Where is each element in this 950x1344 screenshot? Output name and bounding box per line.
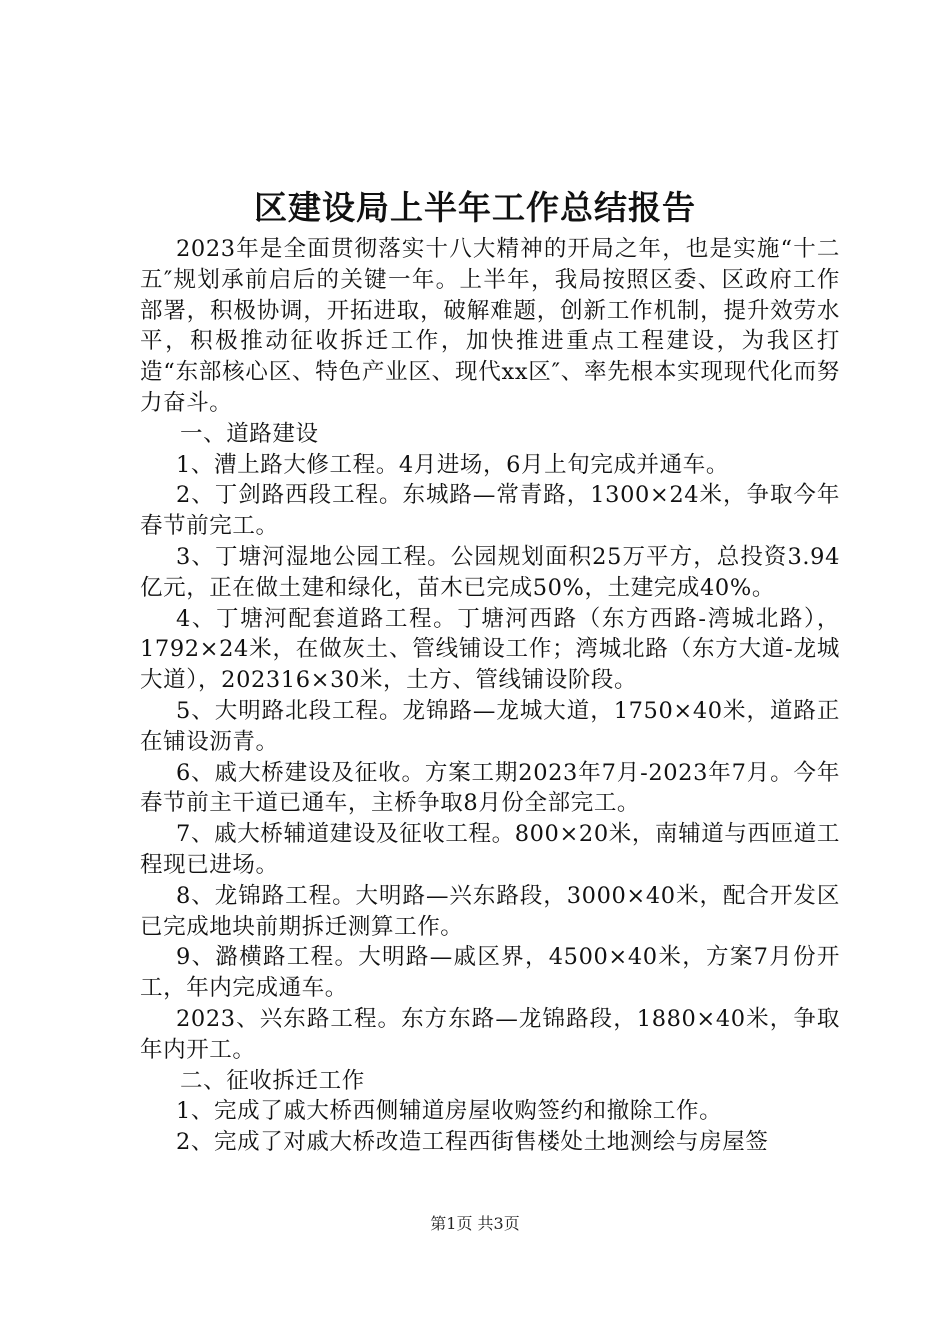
list-item: 6、戚大桥建设及征收。方案工期2023年7月-2023年7月。今年春节前主干道已通车，主桥争取8月份全部完工。 [140,759,840,817]
list-item: 5、大明路北段工程。龙锦路—龙城大道，1750×40米，道路正在铺设沥青。 [140,697,840,755]
document-body [140,234,840,1158]
section-heading-demolition: 二、征收拆迁工作 [180,1067,365,1094]
list-item: 1、漕上路大修工程。4月进场，6月上旬完成并通车。 [176,451,729,478]
list-item: 3、丁塘河湿地公园工程。公园规划面积25万平方，总投资3.94亿元，正在做土建和绿化，苗木已完成50%，土建完成40%。 [140,543,840,601]
section-heading-road-construction: 一、道路建设 [180,420,319,447]
list-item: 1、完成了戚大桥西侧辅道房屋收购签约和撤除工作。 [176,1098,723,1125]
page-number-footer: 第1页 共3页 [430,1214,520,1233]
list-item: 2、完成了对戚大桥改造工程西街售楼处土地测绘与房屋签 [176,1129,769,1156]
list-item: 9、潞横路工程。大明路—戚区界，4500×40米，方案7月份开工，年内完成通车。 [140,944,840,1002]
list-item: 8、龙锦路工程。大明路—兴东路段，3000×40米，配合开发区已完成地块前期拆迁测算工作。 [140,882,840,940]
list-item: 4、丁塘河配套道路工程。丁塘河西路（东方西路-湾城北路），1792×24米，在做灰土、管线铺设工作；湾城北路（东方大道-龙城大道），202316×30米，土方、管线铺设阶段。 [140,605,840,694]
paragraph-intro: 2023年是全面贯彻落实十八大精神的开局之年，也是实施“十二五″规划承前启后的关键一年。上半年，我局按照区委、区政府工作部署，积极协调，开拓进取，破解难题，创新工作机制，提升效劳水平，积极推动征收拆迁工作，加快推进重点工程建设，为我区打造“东部核心区、特色产业区、现代xx区″、率先根本实现现代化而努力奋斗。 [140,236,840,416]
list-item: 2023、兴东路工程。东方东路—龙锦路段，1880×40米，争取年内开工。 [140,1005,840,1063]
document-title: 区建设局上半年工作总结报告 [254,188,696,227]
list-item: 7、戚大桥辅道建设及征收工程。800×20米，南辅道与西匝道工程现已进场。 [140,821,840,878]
list-item: 2、丁剑路西段工程。东城路—常青路，1300×24米，争取今年春节前完工。 [140,482,840,540]
